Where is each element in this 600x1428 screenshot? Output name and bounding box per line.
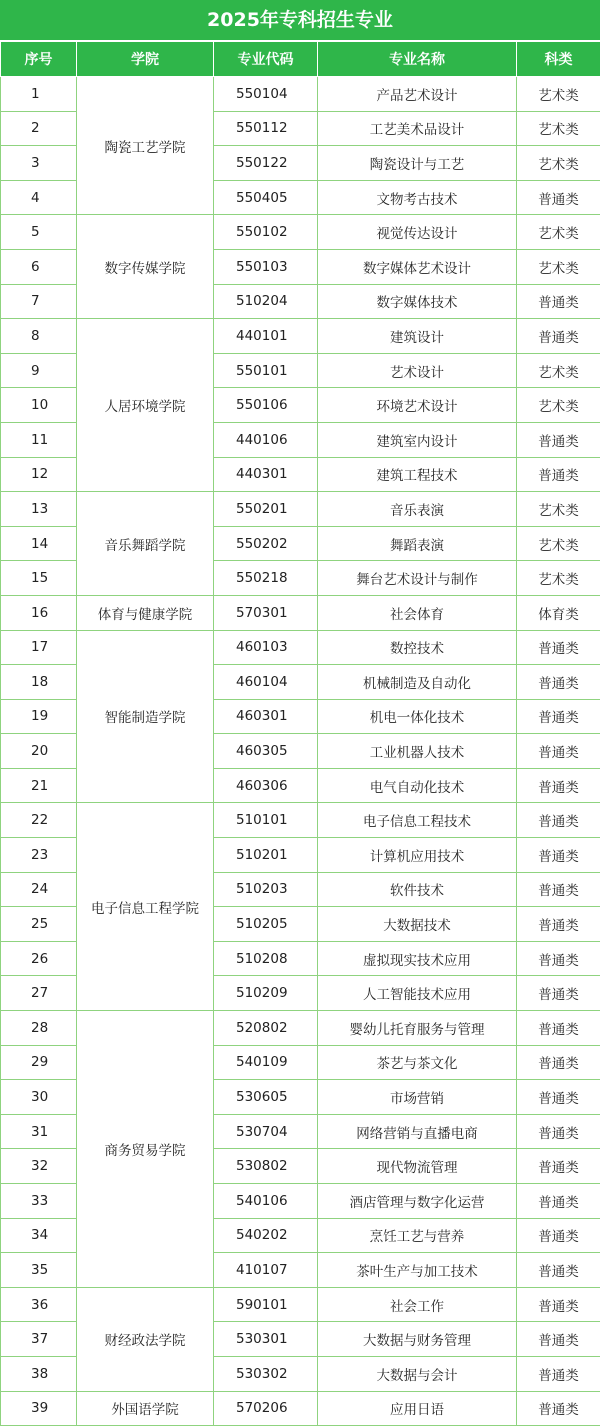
major-code: 570301 xyxy=(214,595,318,630)
major-name: 大数据与会计 xyxy=(318,1356,517,1391)
major-code: 460301 xyxy=(214,699,318,734)
major-name: 视觉传达设计 xyxy=(318,215,517,250)
row-number: 37 xyxy=(1,1322,77,1357)
table-row xyxy=(1,630,600,665)
table-row xyxy=(1,1391,600,1426)
table-body xyxy=(1,77,600,1426)
table-row xyxy=(1,215,600,250)
major-name: 数控技术 xyxy=(318,630,517,665)
major-name: 建筑设计 xyxy=(318,319,517,354)
major-name: 社会工作 xyxy=(318,1287,517,1322)
subject-type: 艺术类 xyxy=(517,492,600,527)
row-number: 33 xyxy=(1,1184,77,1219)
row-number: 2 xyxy=(1,111,77,146)
major-code: 460104 xyxy=(214,665,318,700)
college-name: 外国语学院 xyxy=(77,1391,214,1426)
table-row xyxy=(1,492,600,527)
header-code: 专业代码 xyxy=(214,42,318,77)
subject-type: 艺术类 xyxy=(517,215,600,250)
major-name: 人工智能技术应用 xyxy=(318,976,517,1011)
major-name: 茶艺与茶文化 xyxy=(318,1045,517,1080)
subject-type: 普通类 xyxy=(517,284,600,319)
major-code: 570206 xyxy=(214,1391,318,1426)
major-name: 舞蹈表演 xyxy=(318,526,517,561)
major-name: 音乐表演 xyxy=(318,492,517,527)
subject-type: 普通类 xyxy=(517,734,600,769)
major-name: 数字媒体艺术设计 xyxy=(318,249,517,284)
row-number: 14 xyxy=(1,526,77,561)
subject-type: 普通类 xyxy=(517,1114,600,1149)
major-name: 机电一体化技术 xyxy=(318,699,517,734)
subject-type: 普通类 xyxy=(517,941,600,976)
subject-type: 普通类 xyxy=(517,630,600,665)
row-number: 20 xyxy=(1,734,77,769)
subject-type: 艺术类 xyxy=(517,388,600,423)
major-code: 440101 xyxy=(214,319,318,354)
row-number: 38 xyxy=(1,1356,77,1391)
row-number: 12 xyxy=(1,457,77,492)
subject-type: 普通类 xyxy=(517,768,600,803)
major-code: 550112 xyxy=(214,111,318,146)
major-code: 540109 xyxy=(214,1045,318,1080)
row-number: 6 xyxy=(1,249,77,284)
major-name: 市场营销 xyxy=(318,1080,517,1115)
table-row xyxy=(1,1287,600,1322)
row-number: 10 xyxy=(1,388,77,423)
major-code: 440106 xyxy=(214,422,318,457)
row-number: 29 xyxy=(1,1045,77,1080)
college-name: 人居环境学院 xyxy=(77,319,214,492)
major-code: 510205 xyxy=(214,907,318,942)
row-number: 28 xyxy=(1,1011,77,1046)
major-code: 550405 xyxy=(214,180,318,215)
row-number: 3 xyxy=(1,146,77,181)
subject-type: 普通类 xyxy=(517,1287,600,1322)
row-number: 23 xyxy=(1,838,77,873)
college-name: 音乐舞蹈学院 xyxy=(77,492,214,596)
college-name: 商务贸易学院 xyxy=(77,1011,214,1288)
major-code: 410107 xyxy=(214,1253,318,1288)
major-code: 510209 xyxy=(214,976,318,1011)
header-major: 专业名称 xyxy=(318,42,517,77)
major-name: 文物考古技术 xyxy=(318,180,517,215)
major-code: 460306 xyxy=(214,768,318,803)
subject-type: 普通类 xyxy=(517,1149,600,1184)
subject-type: 普通类 xyxy=(517,803,600,838)
subject-type: 普通类 xyxy=(517,1184,600,1219)
subject-type: 艺术类 xyxy=(517,146,600,181)
subject-type: 普通类 xyxy=(517,1322,600,1357)
row-number: 18 xyxy=(1,665,77,700)
major-code: 520802 xyxy=(214,1011,318,1046)
row-number: 35 xyxy=(1,1253,77,1288)
subject-type: 普通类 xyxy=(517,180,600,215)
subject-type: 普通类 xyxy=(517,699,600,734)
row-number: 11 xyxy=(1,422,77,457)
row-number: 30 xyxy=(1,1080,77,1115)
subject-type: 普通类 xyxy=(517,1218,600,1253)
row-number: 24 xyxy=(1,872,77,907)
major-code: 550218 xyxy=(214,561,318,596)
row-number: 4 xyxy=(1,180,77,215)
major-code: 550122 xyxy=(214,146,318,181)
major-code: 550101 xyxy=(214,353,318,388)
major-code: 540106 xyxy=(214,1184,318,1219)
major-name: 数字媒体技术 xyxy=(318,284,517,319)
major-code: 530301 xyxy=(214,1322,318,1357)
major-code: 550104 xyxy=(214,77,318,112)
table-row xyxy=(1,595,600,630)
major-name: 软件技术 xyxy=(318,872,517,907)
subject-type: 普通类 xyxy=(517,665,600,700)
major-name: 环境艺术设计 xyxy=(318,388,517,423)
major-code: 440301 xyxy=(214,457,318,492)
major-code: 510203 xyxy=(214,872,318,907)
subject-type: 普通类 xyxy=(517,1391,600,1426)
row-number: 26 xyxy=(1,941,77,976)
row-number: 25 xyxy=(1,907,77,942)
row-number: 36 xyxy=(1,1287,77,1322)
major-code: 550106 xyxy=(214,388,318,423)
row-number: 27 xyxy=(1,976,77,1011)
row-number: 7 xyxy=(1,284,77,319)
subject-type: 普通类 xyxy=(517,422,600,457)
row-number: 9 xyxy=(1,353,77,388)
major-name: 大数据技术 xyxy=(318,907,517,942)
major-name: 舞台艺术设计与制作 xyxy=(318,561,517,596)
college-name: 财经政法学院 xyxy=(77,1287,214,1391)
subject-type: 艺术类 xyxy=(517,353,600,388)
row-number: 21 xyxy=(1,768,77,803)
subject-type: 普通类 xyxy=(517,872,600,907)
row-number: 39 xyxy=(1,1391,77,1426)
page-title: 2025年专科招生专业 xyxy=(0,0,600,41)
major-code: 530802 xyxy=(214,1149,318,1184)
subject-type: 普通类 xyxy=(517,1080,600,1115)
major-name: 虚拟现实技术应用 xyxy=(318,941,517,976)
row-number: 8 xyxy=(1,319,77,354)
major-name: 电气自动化技术 xyxy=(318,768,517,803)
college-name: 数字传媒学院 xyxy=(77,215,214,319)
header-type: 科类 xyxy=(517,42,600,77)
major-name: 社会体育 xyxy=(318,595,517,630)
row-number: 31 xyxy=(1,1114,77,1149)
major-code: 510208 xyxy=(214,941,318,976)
subject-type: 普通类 xyxy=(517,319,600,354)
major-code: 530302 xyxy=(214,1356,318,1391)
college-name: 体育与健康学院 xyxy=(77,595,214,630)
major-name: 工业机器人技术 xyxy=(318,734,517,769)
major-name: 工艺美术品设计 xyxy=(318,111,517,146)
major-code: 550201 xyxy=(214,492,318,527)
row-number: 32 xyxy=(1,1149,77,1184)
major-code: 590101 xyxy=(214,1287,318,1322)
college-name: 陶瓷工艺学院 xyxy=(77,77,214,215)
major-name: 网络营销与直播电商 xyxy=(318,1114,517,1149)
subject-type: 普通类 xyxy=(517,976,600,1011)
major-code: 550202 xyxy=(214,526,318,561)
header-no: 序号 xyxy=(1,42,77,77)
major-name: 电子信息工程技术 xyxy=(318,803,517,838)
major-name: 茶叶生产与加工技术 xyxy=(318,1253,517,1288)
subject-type: 艺术类 xyxy=(517,111,600,146)
row-number: 13 xyxy=(1,492,77,527)
major-code: 550103 xyxy=(214,249,318,284)
major-code: 460305 xyxy=(214,734,318,769)
major-code: 510201 xyxy=(214,838,318,873)
major-name: 建筑室内设计 xyxy=(318,422,517,457)
row-number: 15 xyxy=(1,561,77,596)
major-code: 460103 xyxy=(214,630,318,665)
header-row xyxy=(1,42,600,77)
major-code: 530704 xyxy=(214,1114,318,1149)
major-code: 530605 xyxy=(214,1080,318,1115)
major-name: 现代物流管理 xyxy=(318,1149,517,1184)
major-name: 陶瓷设计与工艺 xyxy=(318,146,517,181)
subject-type: 普通类 xyxy=(517,1356,600,1391)
row-number: 5 xyxy=(1,215,77,250)
table-row xyxy=(1,803,600,838)
college-name: 智能制造学院 xyxy=(77,630,214,803)
table-row xyxy=(1,1011,600,1046)
row-number: 22 xyxy=(1,803,77,838)
college-name: 电子信息工程学院 xyxy=(77,803,214,1011)
header-college: 学院 xyxy=(77,42,214,77)
major-name: 建筑工程技术 xyxy=(318,457,517,492)
row-number: 1 xyxy=(1,77,77,112)
subject-type: 普通类 xyxy=(517,1253,600,1288)
row-number: 16 xyxy=(1,595,77,630)
major-name: 应用日语 xyxy=(318,1391,517,1426)
subject-type: 艺术类 xyxy=(517,77,600,112)
subject-type: 艺术类 xyxy=(517,249,600,284)
major-name: 机械制造及自动化 xyxy=(318,665,517,700)
major-code: 510101 xyxy=(214,803,318,838)
subject-type: 艺术类 xyxy=(517,526,600,561)
major-code: 540202 xyxy=(214,1218,318,1253)
row-number: 19 xyxy=(1,699,77,734)
subject-type: 普通类 xyxy=(517,838,600,873)
major-name: 烹饪工艺与营养 xyxy=(318,1218,517,1253)
subject-type: 普通类 xyxy=(517,907,600,942)
major-name: 艺术设计 xyxy=(318,353,517,388)
major-name: 计算机应用技术 xyxy=(318,838,517,873)
major-code: 550102 xyxy=(214,215,318,250)
row-number: 34 xyxy=(1,1218,77,1253)
major-name: 大数据与财务管理 xyxy=(318,1322,517,1357)
major-name: 酒店管理与数字化运营 xyxy=(318,1184,517,1219)
subject-type: 普通类 xyxy=(517,1011,600,1046)
row-number: 17 xyxy=(1,630,77,665)
subject-type: 体育类 xyxy=(517,595,600,630)
table-row xyxy=(1,77,600,112)
major-code: 510204 xyxy=(214,284,318,319)
table-row xyxy=(1,319,600,354)
subject-type: 普通类 xyxy=(517,457,600,492)
majors-table xyxy=(0,41,600,1426)
subject-type: 普通类 xyxy=(517,1045,600,1080)
major-name: 产品艺术设计 xyxy=(318,77,517,112)
major-name: 婴幼儿托育服务与管理 xyxy=(318,1011,517,1046)
subject-type: 艺术类 xyxy=(517,561,600,596)
